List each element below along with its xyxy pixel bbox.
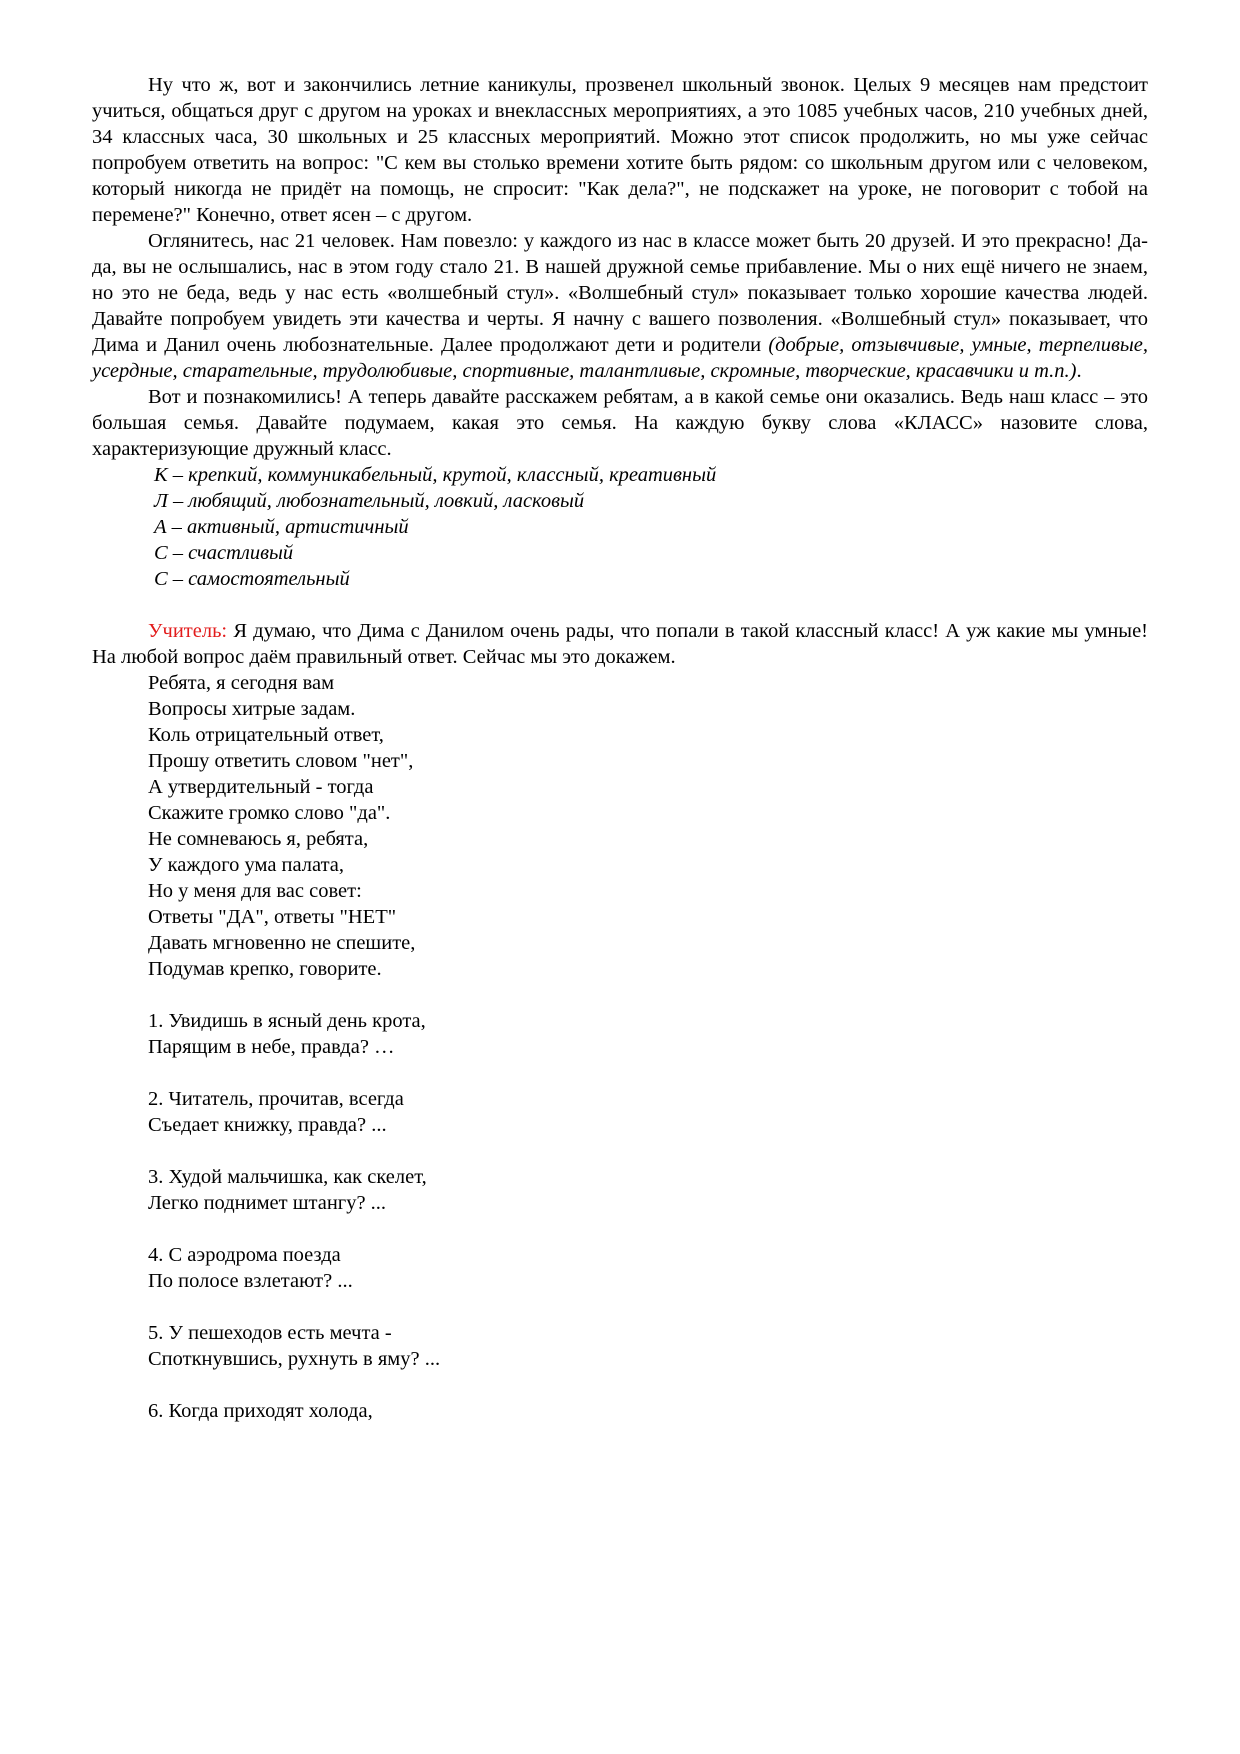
- magic-chair-tail: .: [1076, 360, 1082, 382]
- intro-paragraph: [92, 72, 1148, 228]
- intro-verse: [92, 670, 1148, 982]
- question-line: Парящим в небе, правда? …: [148, 1036, 395, 1058]
- question-line: Легко поднимет штангу? ...: [148, 1192, 387, 1214]
- spacer: [148, 1372, 1148, 1398]
- question-line: 3. Худой мальчишка, как скелет,: [148, 1166, 427, 1188]
- question-line: 4. С аэродрома поезда: [148, 1244, 341, 1266]
- qualities-italic: (добрые, отзывчивые, умные, терпеливые, усердные, старательные, трудолюбивые, спортивные, талантливые, скромные, творческие, красавчики и т.п.): [92, 334, 1148, 382]
- verse-line: Подумав крепко, говорите.: [148, 958, 382, 980]
- question-line: 5. У пешеходов есть мечта -: [148, 1322, 392, 1344]
- list-item: А – активный, артистичный: [154, 516, 409, 538]
- list-item: С – самостоятельный: [154, 568, 350, 590]
- verse-line: Ответы "ДА", ответы "НЕТ": [148, 906, 397, 928]
- spacer: [148, 1294, 1148, 1320]
- spacer: [148, 1138, 1148, 1164]
- magic-chair-paragraph: [92, 228, 1148, 384]
- verse-line: Но у меня для вас совет:: [148, 880, 362, 902]
- question-line: 1. Увидишь в ясный день крота,: [148, 1010, 426, 1032]
- klass-acrostic-list: [92, 462, 1148, 592]
- list-item: Л – любящий, любознательный, ловкий, ласковый: [154, 490, 585, 512]
- question-line: По полосе взлетают? ...: [148, 1270, 353, 1292]
- verse-line: Коль отрицательный ответ,: [148, 724, 384, 746]
- spacer: [148, 1216, 1148, 1242]
- verse-line: А утвердительный - тогда: [148, 776, 374, 798]
- teacher-text: Я думаю, что Дима с Данилом очень рады, что попали в такой классный класс! А уж какие мы умные! На любой вопрос даём правильный ответ. Сейчас мы это докажем.: [92, 620, 1148, 668]
- teacher-label: Учитель:: [148, 620, 228, 642]
- list-item: К – крепкий, коммуникабельный, крутой, классный, креативный: [154, 464, 717, 486]
- spacer: [148, 982, 1148, 1008]
- question-line: Споткнувшись, рухнуть в яму? ...: [148, 1348, 441, 1370]
- verse-line: Давать мгновенно не спешите,: [148, 932, 416, 954]
- questions-list: [92, 982, 1148, 1424]
- list-item: С – счастливый: [154, 542, 294, 564]
- question-line: 2. Читатель, прочитав, всегда: [148, 1088, 404, 1110]
- magic-chair-text: Оглянитесь, нас 21 человек. Нам повезло: у каждого из нас в классе может быть 20 друзей. И это прекрасно! Да-да, вы не ослышались, нас в этом году стало 21. В нашей дружной семье прибавление. Мы о них ещё ничего не знаем, но это не беда, ведь у нас есть «волшебный стул». «Волшебный стул» показывает только хорошие качества людей. Давайте попробуем увидеть эти качества и черты. Я начну с вашего позволения. «Волшебный стул» показывает, что Дима и Данил очень любознательные. Далее продолжают дети и родители: [92, 230, 1148, 356]
- verse-line: У каждого ума палата,: [148, 854, 345, 876]
- family-text: Вот и познакомились! А теперь давайте расскажем ребятам, а в какой семье они оказались. Ведь наш класс – это большая семья. Давайте подумаем, какая это семья. На каждую букву слова «КЛАСС» назовите слова, характеризующие дружный класс.: [92, 386, 1148, 460]
- question-line: 6. Когда приходят холода,: [148, 1400, 373, 1422]
- verse-line: Прошу ответить словом "нет",: [148, 750, 414, 772]
- verse-line: Вопросы хитрые задам.: [148, 698, 356, 720]
- verse-line: Не сомневаюсь я, ребята,: [148, 828, 369, 850]
- question-line: Съедает книжку, правда? ...: [148, 1114, 387, 1136]
- document-page: [92, 72, 1148, 1424]
- verse-line: Скажите громко слово "да".: [148, 802, 391, 824]
- intro-text: Ну что ж, вот и закончились летние каникулы, прозвенел школьный звонок. Целых 9 месяцев нам предстоит учиться, общаться друг с другом на уроках и внеклассных мероприятиях, а это 1085 учебных часов, 210 учебных дней, 34 классных часа, 30 школьных и 25 классных мероприятий. Можно этот список продолжить, но мы уже сейчас попробуем ответить на вопрос: "С кем вы столько времени хотите быть рядом: со школьным другом или с человеком, который никогда не придёт на помощь, не спросит: "Как дела?", не подскажет на уроке, не поговорит с тобой на перемене?" Конечно, ответ ясен – с другом.: [92, 74, 1148, 226]
- family-paragraph: [92, 384, 1148, 462]
- verse-line: Ребята, я сегодня вам: [148, 672, 335, 694]
- teacher-paragraph: [92, 618, 1148, 670]
- spacer: [148, 1060, 1148, 1086]
- teacher-block: [92, 618, 1148, 670]
